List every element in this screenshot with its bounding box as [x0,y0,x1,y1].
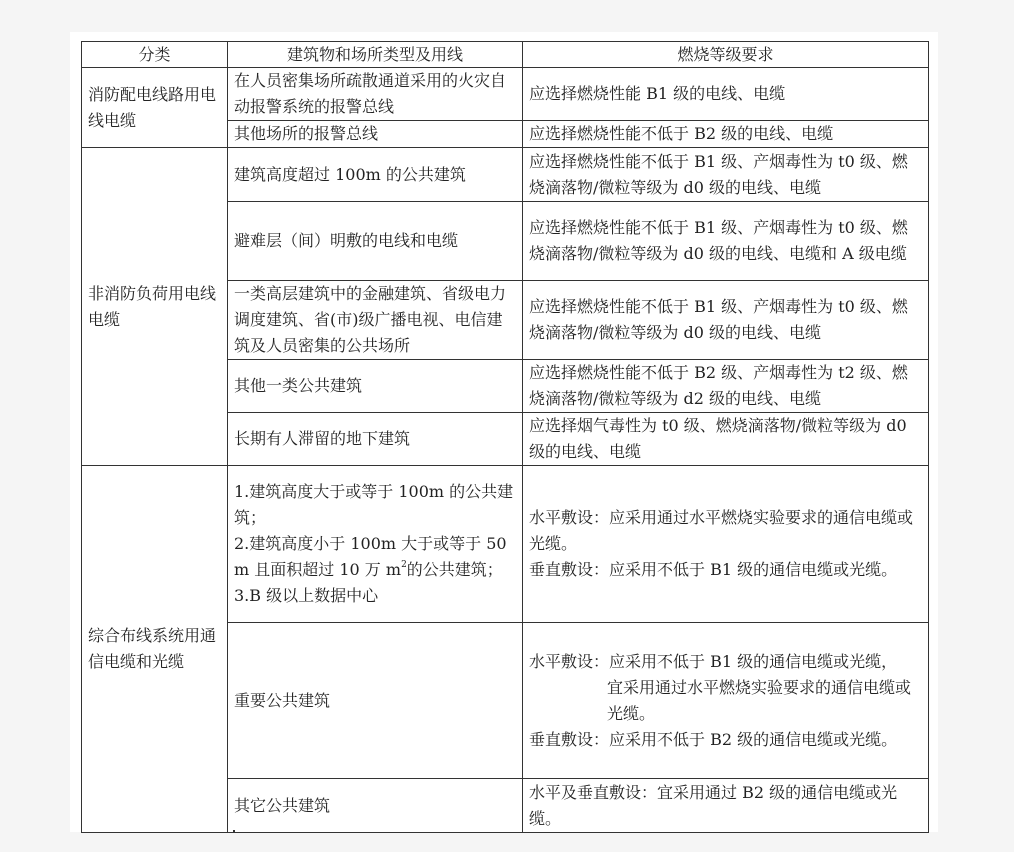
place-line: 2.建筑高度小于 100m 大于或等于 50m 且面积超过 10 万 $m^2$的公共建筑； [234,534,507,579]
requirement-line: 水平敷设：应采用通过水平燃烧实验要求的通信电缆或光缆。 [529,508,914,553]
table-row [82,148,929,202]
superscript: 2 [401,560,407,570]
requirement-cell: 应选择燃烧性能不低于 B2 级、产烟毒性为 t2 级、燃烧滴落物/微粒等级为 d2 级的电线、电缆 [523,360,929,413]
requirement-line: 垂直敷设：应采用不低于 B1 级的通信电缆或光缆。 [529,560,898,579]
place-cell: 其他一类公共建筑 [228,360,523,413]
place-line: 3.B 级以上数据中心 [234,586,379,605]
header-row [82,42,929,68]
place-cell: 长期有人滞留的地下建筑 [228,413,523,466]
requirement-cell: 水平及垂直敷设：宜采用通过 B2 级的通信电缆或光缆。 [523,779,929,833]
category-cell: 非消防负荷用电线电缆 [82,148,228,466]
category-cell: 消防配电线路用电线电缆 [82,68,228,148]
requirement-line: 宜采用通过水平燃烧实验要求的通信电缆或光缆。 [607,677,912,723]
place-cell: 其他场所的报警总线 [228,121,523,148]
place-cell: 一类高层建筑中的金融建筑、省级电力调度建筑、省(市)级广播电视、电信建筑及人员密集的公共场所 [228,281,523,360]
place-cell: 避难层（间）明敷的电线和电缆 [228,202,523,281]
requirement-cell: 应选择燃烧性能 B1 级的电线、电缆 [523,68,929,121]
requirement-line: 水平敷设：应采用不低于 B1 级的通信电缆或光缆， [529,651,898,671]
requirement-cell [523,623,929,779]
requirement-cell: 应选择燃烧性能不低于 B2 级的电线、电缆 [523,121,929,148]
table-row [82,466,929,623]
cable-fire-rating-table [81,41,929,833]
place-cell: 重要公共建筑 [228,623,523,779]
header-requirement: 燃烧等级要求 [523,42,929,68]
requirement-cell: 应选择燃烧性能不低于 B1 级、产烟毒性为 t0 级、燃烧滴落物/微粒等级为 d0 级的电线、电缆 [523,148,929,202]
stray-mark [233,830,235,832]
requirement-cell: 应选择燃烧性能不低于 B1 级、产烟毒性为 t0 级、燃烧滴落物/微粒等级为 d0 级的电线、电缆和 A 级电缆 [523,202,929,281]
requirement-cell: 应选择烟气毒性为 t0 级、燃烧滴落物/微粒等级为 d0 级的电线、电缆 [523,413,929,466]
category-cell: 综合布线系统用通信电缆和光缆 [82,466,228,833]
header-place: 建筑物和场所类型及用线 [228,42,523,68]
requirement-cell: 应选择燃烧性能不低于 B1 级、产烟毒性为 t0 级、燃烧滴落物/微粒等级为 d0 级的电线、电缆 [523,281,929,360]
requirement-line: 垂直敷设：应采用不低于 B2 级的通信电缆或光缆。 [529,729,898,749]
document-page [70,32,938,832]
place-line: 1.建筑高度大于或等于 100m 的公共建筑； [234,482,514,527]
place-cell [228,466,523,623]
place-cell: 建筑高度超过 100m 的公共建筑 [228,148,523,202]
place-cell: 在人员密集场所疏散通道采用的火灾自动报警系统的报警总线 [228,68,523,121]
requirement-cell [523,466,929,623]
header-category: 分类 [82,42,228,68]
table-row [82,68,929,121]
place-cell: 其它公共建筑 [228,779,523,833]
